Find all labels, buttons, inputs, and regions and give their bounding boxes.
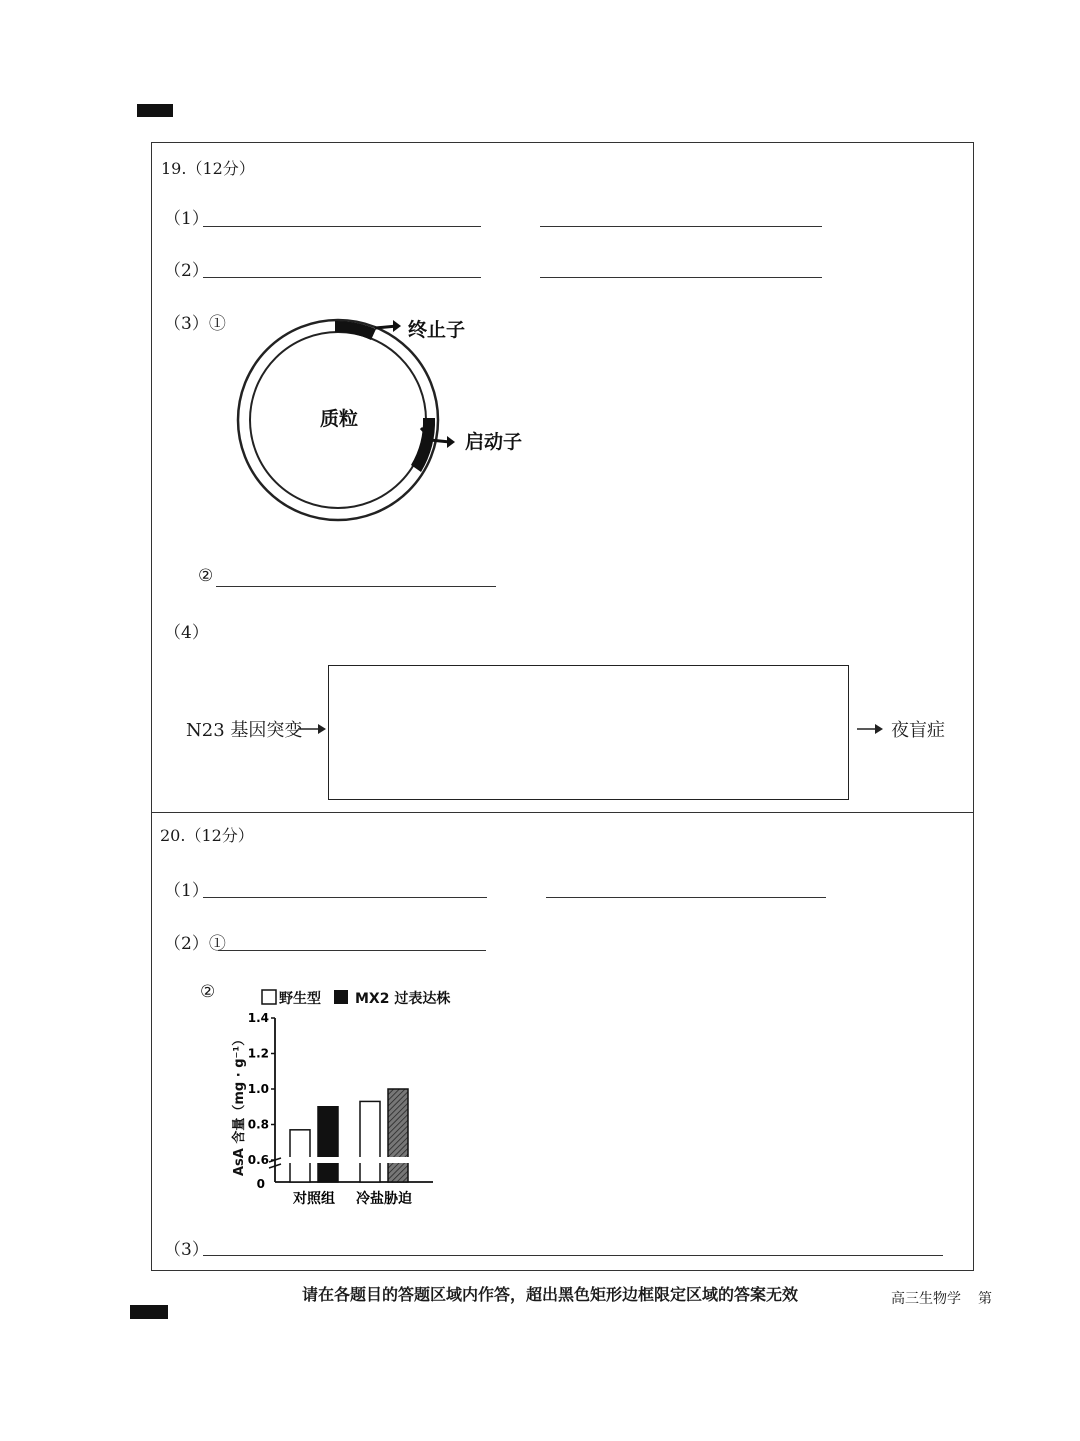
q20-sub3-label: （3） [164,1240,209,1260]
legend-swatch-mx2 [334,990,348,1004]
y-tick-label: 0.8 [247,1117,269,1132]
flow-answer-box[interactable] [328,665,849,800]
legend-label-mx2: MX2 过表达株 [355,991,451,1007]
q19-sub1-blank-a[interactable] [203,226,481,227]
bar-wildtype-1 [360,1101,380,1182]
y-tick-label: 1.4 [247,1011,269,1025]
promoter-label: 启动子 [465,431,523,453]
q20-sub2-label: （2）① [164,934,226,954]
q20-header: 20.（12分） [160,826,254,845]
bar-mx2-1 [388,1089,408,1182]
section-divider [151,812,974,813]
asa-bar-chart [225,980,485,1210]
bar-break-gap [359,1157,381,1163]
footer-subject: 高三生物学 [891,1291,961,1307]
x-category-label: 对照组 [293,1191,335,1207]
bar-wildtype-0 [290,1130,310,1182]
plasmid-center-label: 质粒 [320,408,359,430]
flow-left-label: N23 基因突变 [186,720,303,741]
bar-break-gap [317,1157,339,1163]
flow-arrow-right [857,722,887,736]
q19-sub3-label: （3）① [164,314,226,334]
q19-sub1-label: （1） [164,209,209,229]
q19-sub2-blank-b[interactable] [540,277,822,278]
q19-header: 19.（12分） [161,159,255,178]
bar-break-gap [387,1157,409,1163]
bar-mx2-0 [318,1107,338,1182]
q19-sub2-blank-a[interactable] [203,277,481,278]
flow-right-label: 夜盲症 [891,720,945,741]
q19-sub4-label: （4） [164,623,209,643]
terminator-label: 终止子 [408,319,466,341]
q19-sub3b-blank[interactable] [216,586,496,587]
footer-page: 第 [978,1291,992,1307]
q20-sub2b-label: ② [200,982,216,1002]
q20-sub1-blank-a[interactable] [203,897,487,898]
q19-sub2-label: （2） [164,261,209,281]
q20-sub3-blank[interactable] [203,1255,943,1256]
bar-break-gap [289,1157,311,1163]
promoter-segment [411,418,435,472]
x-category-label: 冷盐胁迫 [356,1191,412,1207]
terminator-segment [335,321,376,340]
y-tick-label: 1.2 [247,1046,269,1061]
q20-sub2-blank[interactable] [218,950,486,951]
flow-arrow-left [298,722,328,736]
y-axis-label: AsA 含量（mg · g⁻¹） [232,1032,247,1176]
promoter-arrow-head [447,436,455,448]
registration-mark-bottom [130,1305,168,1319]
q19-sub3b-label: ② [198,566,214,586]
q19-sub1-blank-b[interactable] [540,226,822,227]
y-tick-label: 1.0 [247,1082,269,1096]
q20-sub1-label: （1） [164,881,209,901]
legend-swatch-wildtype [262,990,276,1004]
plasmid-diagram [225,310,545,530]
registration-mark-top [137,104,173,117]
footer-notice: 请在各题目的答题区域内作答，超出黑色矩形边框限定区域的答案无效 [302,1285,799,1304]
legend-label-wildtype: 野生型 [279,991,321,1007]
y-tick-label: 0.6 [247,1153,269,1167]
y-tick-label-zero: 0 [256,1177,265,1191]
terminator-arrow-head [393,320,401,332]
q20-sub1-blank-b[interactable] [546,897,826,898]
